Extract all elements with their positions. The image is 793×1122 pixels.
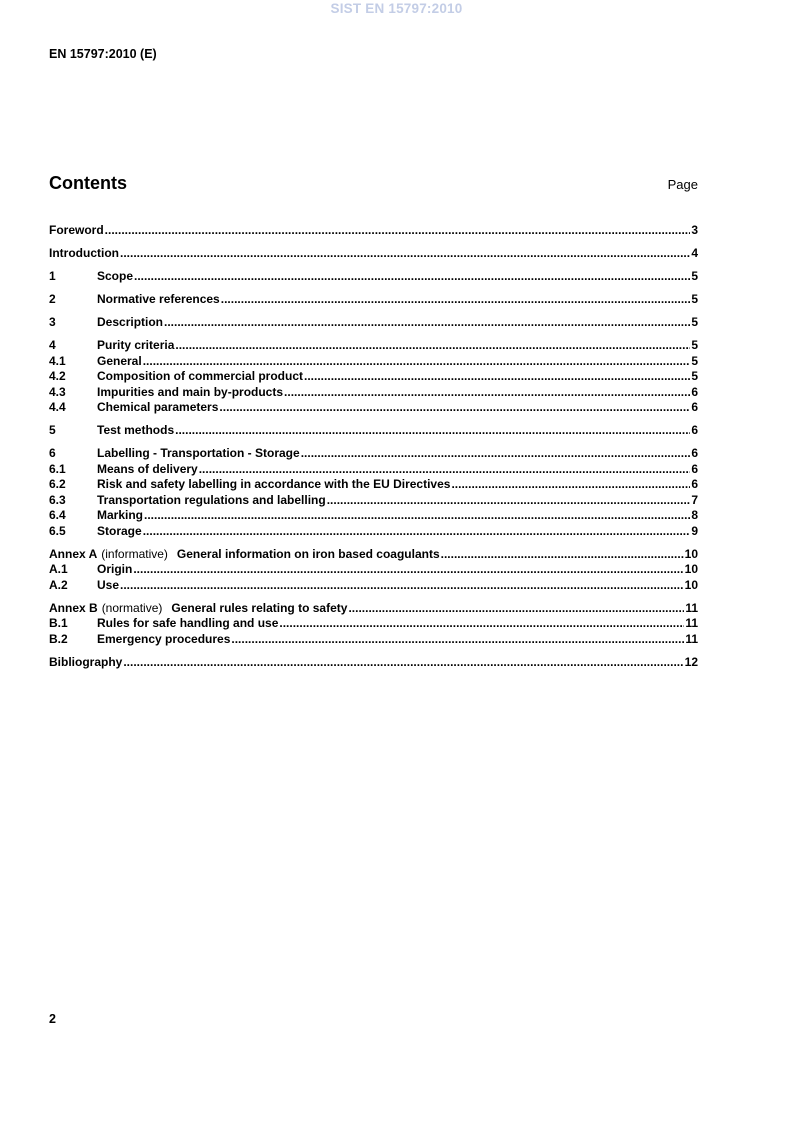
toc-number: 1	[49, 269, 56, 283]
toc-page: 4	[691, 246, 698, 260]
toc-number: 6.2	[49, 477, 66, 491]
toc-page: 10	[684, 546, 698, 561]
toc-number: 5	[49, 423, 56, 437]
dot-leader	[441, 547, 684, 563]
toc-page: 11	[685, 631, 698, 646]
toc-title: Description	[97, 315, 164, 329]
toc-page: 3	[691, 223, 698, 237]
annex-label: Annex A	[49, 546, 98, 561]
toc-page: 10	[684, 562, 698, 576]
toc-page: 5	[691, 292, 698, 306]
toc-title: Labelling - Transportation - Storage	[97, 446, 300, 460]
toc-title: Origin	[97, 562, 133, 576]
dot-leader	[105, 223, 691, 239]
toc-title: Emergency procedures	[97, 631, 231, 646]
toc-title: Test methods	[97, 423, 175, 437]
document-identifier: EN 15797:2010 (E)	[49, 47, 157, 61]
toc-entry-origin	[49, 562, 698, 578]
toc-title: General rules relating to safety	[171, 600, 348, 615]
toc-page: 5	[691, 353, 698, 368]
table-of-contents	[49, 223, 698, 670]
toc-entry-test-methods	[49, 423, 698, 439]
toc-title: Normative references	[97, 292, 220, 306]
page-number: 2	[49, 1012, 56, 1026]
dot-leader	[175, 423, 690, 439]
contents-heading: Contents	[49, 173, 127, 193]
dot-leader	[120, 246, 690, 262]
toc-page: 6	[691, 446, 698, 460]
dot-leader	[327, 493, 691, 509]
toc-entry-storage	[49, 524, 698, 540]
toc-page: 11	[685, 600, 698, 615]
dot-leader	[123, 655, 683, 671]
toc-page: 6	[691, 400, 698, 414]
toc-entry-marking	[49, 508, 698, 524]
toc-title: Chemical parameters	[97, 400, 219, 414]
dot-leader	[143, 354, 691, 370]
dot-leader	[199, 462, 691, 478]
toc-number: B.2	[49, 631, 68, 646]
toc-title: Storage	[97, 523, 142, 538]
toc-entry-safe-handling	[49, 616, 698, 632]
toc-number: 6.4	[49, 508, 66, 522]
toc-page: 6	[691, 477, 698, 491]
toc-page: 5	[691, 369, 698, 383]
dot-leader	[301, 446, 691, 462]
toc-title: Use	[97, 577, 120, 592]
toc-title: Risk and safety labelling in accordance with the EU Directives	[97, 477, 451, 491]
toc-page: 11	[685, 616, 698, 630]
dot-leader	[133, 562, 683, 578]
toc-entry-annex-b	[49, 601, 698, 617]
toc-title: Marking	[97, 508, 144, 522]
toc-entry-composition	[49, 369, 698, 385]
toc-page: 5	[691, 315, 698, 329]
toc-number: 2	[49, 292, 56, 306]
toc-title: Means of delivery	[97, 461, 198, 476]
dot-leader	[231, 632, 684, 648]
toc-number: 4.4	[49, 400, 66, 414]
toc-number: 4.3	[49, 384, 66, 399]
toc-entry-emergency-procedures	[49, 632, 698, 648]
toc-page: 6	[691, 461, 698, 476]
toc-title: Bibliography	[49, 654, 123, 669]
toc-number: 3	[49, 315, 56, 329]
annex-type: (normative)	[101, 600, 163, 615]
page-column-label: Page	[667, 177, 698, 192]
toc-number: A.2	[49, 577, 68, 592]
toc-page: 10	[684, 577, 698, 592]
toc-title: Introduction	[49, 246, 119, 260]
toc-number: 4.1	[49, 353, 66, 368]
toc-title: Purity criteria	[97, 338, 175, 352]
toc-title: Composition of commercial product	[97, 369, 304, 383]
toc-title: Scope	[97, 269, 134, 283]
dot-leader	[175, 338, 690, 354]
dot-leader	[120, 578, 684, 594]
toc-entry-means-of-delivery	[49, 462, 698, 478]
toc-title: General	[97, 353, 142, 368]
dot-leader	[221, 292, 691, 308]
toc-number: B.1	[49, 616, 68, 630]
watermark: SIST EN 15797:2010	[330, 1, 463, 16]
toc-page: 6	[691, 384, 698, 399]
toc-title: Impurities and main by-products	[97, 384, 284, 399]
toc-title: Foreword	[49, 223, 104, 237]
dot-leader	[279, 616, 684, 632]
dot-leader	[451, 477, 690, 493]
toc-entry-foreword	[49, 223, 698, 239]
dot-leader	[143, 524, 691, 540]
toc-title: Transportation regulations and labelling	[97, 492, 326, 507]
toc-entry-purity-criteria	[49, 338, 698, 354]
toc-entry-general	[49, 354, 698, 370]
toc-page: 8	[691, 508, 698, 522]
toc-number: 6.3	[49, 492, 66, 507]
toc-entry-impurities	[49, 385, 698, 401]
dot-leader	[348, 601, 684, 617]
toc-page: 5	[691, 338, 698, 352]
dot-leader	[164, 315, 690, 331]
toc-number: 6	[49, 446, 56, 460]
toc-page: 6	[691, 423, 698, 437]
toc-page: 12	[684, 654, 698, 669]
toc-number: A.1	[49, 562, 68, 576]
toc-entry-risk-and-safety-labelling	[49, 477, 698, 493]
toc-page: 9	[691, 523, 698, 538]
toc-entry-bibliography	[49, 655, 698, 671]
dot-leader	[284, 385, 690, 401]
toc-entry-description	[49, 315, 698, 331]
toc-entry-transportation-regulations	[49, 493, 698, 509]
toc-title: General information on iron based coagulants	[176, 546, 440, 561]
dot-leader	[144, 508, 690, 524]
toc-entry-normative-references	[49, 292, 698, 308]
toc-number: 6.1	[49, 461, 66, 476]
toc-entry-chemical-parameters	[49, 400, 698, 416]
toc-entry-annex-a	[49, 547, 698, 563]
toc-title: Rules for safe handling and use	[97, 616, 279, 630]
toc-number: 6.5	[49, 523, 66, 538]
toc-entry-scope	[49, 269, 698, 285]
toc-number: 4.2	[49, 369, 66, 383]
toc-entry-labelling	[49, 446, 698, 462]
toc-entry-use	[49, 578, 698, 594]
toc-page: 5	[691, 269, 698, 283]
toc-number: 4	[49, 338, 56, 352]
toc-page: 7	[691, 492, 698, 507]
toc-entry-introduction	[49, 246, 698, 262]
dot-leader	[134, 269, 690, 285]
annex-label: Annex B	[49, 600, 98, 615]
dot-leader	[219, 400, 690, 416]
annex-type: (informative)	[101, 546, 168, 561]
dot-leader	[304, 369, 690, 385]
